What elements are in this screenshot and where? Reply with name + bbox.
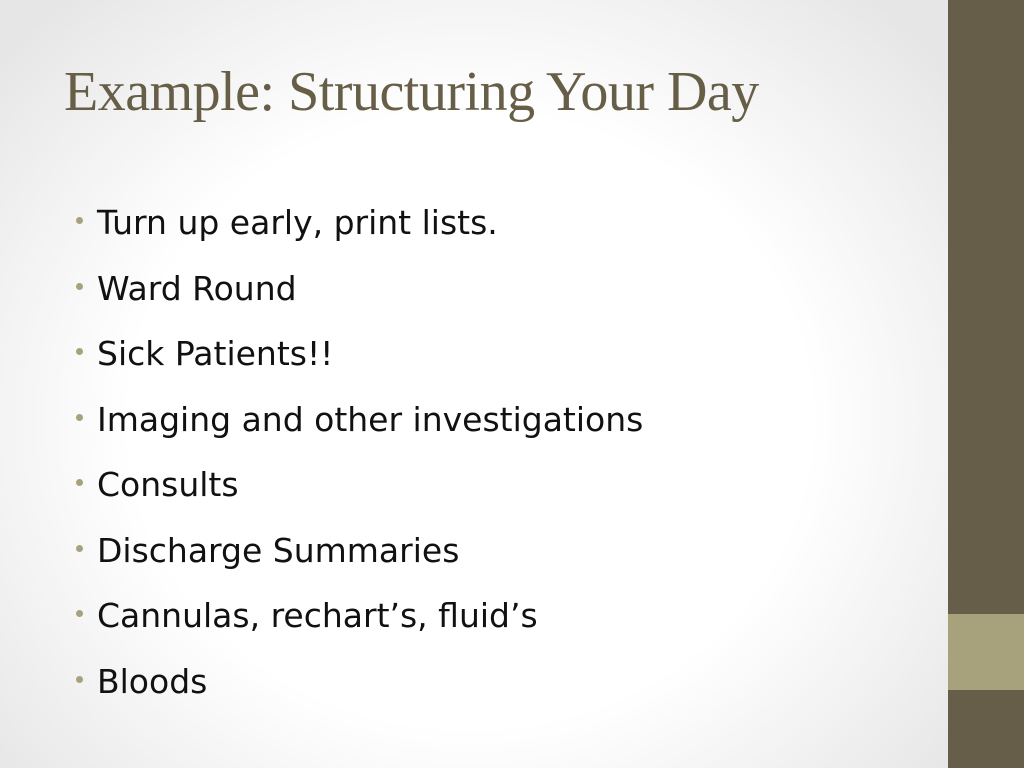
bullet-dot-icon — [76, 479, 83, 486]
bullet-item — [72, 321, 643, 387]
bullet-item — [72, 190, 643, 256]
bullet-dot-icon — [76, 545, 83, 552]
bullet-text: Ward Round — [97, 268, 297, 308]
bullet-dot-icon — [76, 610, 83, 617]
slide-title: Example: Structuring Your Day — [64, 61, 759, 123]
bullet-dot-icon — [76, 283, 83, 290]
bullet-text: Turn up early, print lists. — [97, 203, 498, 243]
bullet-text: Bloods — [97, 661, 208, 701]
bullet-text: Discharge Summaries — [97, 530, 460, 570]
bullet-item — [72, 518, 643, 584]
bullet-dot-icon — [76, 414, 83, 421]
bullet-dot-icon — [76, 217, 83, 224]
bullet-text: Consults — [97, 465, 239, 505]
bullet-text: Sick Patients!! — [97, 334, 334, 374]
bullet-dot-icon — [76, 348, 83, 355]
bullet-list — [72, 190, 643, 714]
bullet-dot-icon — [76, 676, 83, 683]
bullet-item — [72, 387, 643, 453]
bullet-text: Imaging and other investigations — [97, 399, 644, 439]
bullet-item — [72, 256, 643, 322]
bullet-item — [72, 649, 643, 715]
sidebar-accent-block — [948, 614, 1024, 690]
bullet-text: Cannulas, rechart’s, fluid’s — [97, 596, 538, 636]
bullet-item — [72, 452, 643, 518]
bullet-item — [72, 583, 643, 649]
